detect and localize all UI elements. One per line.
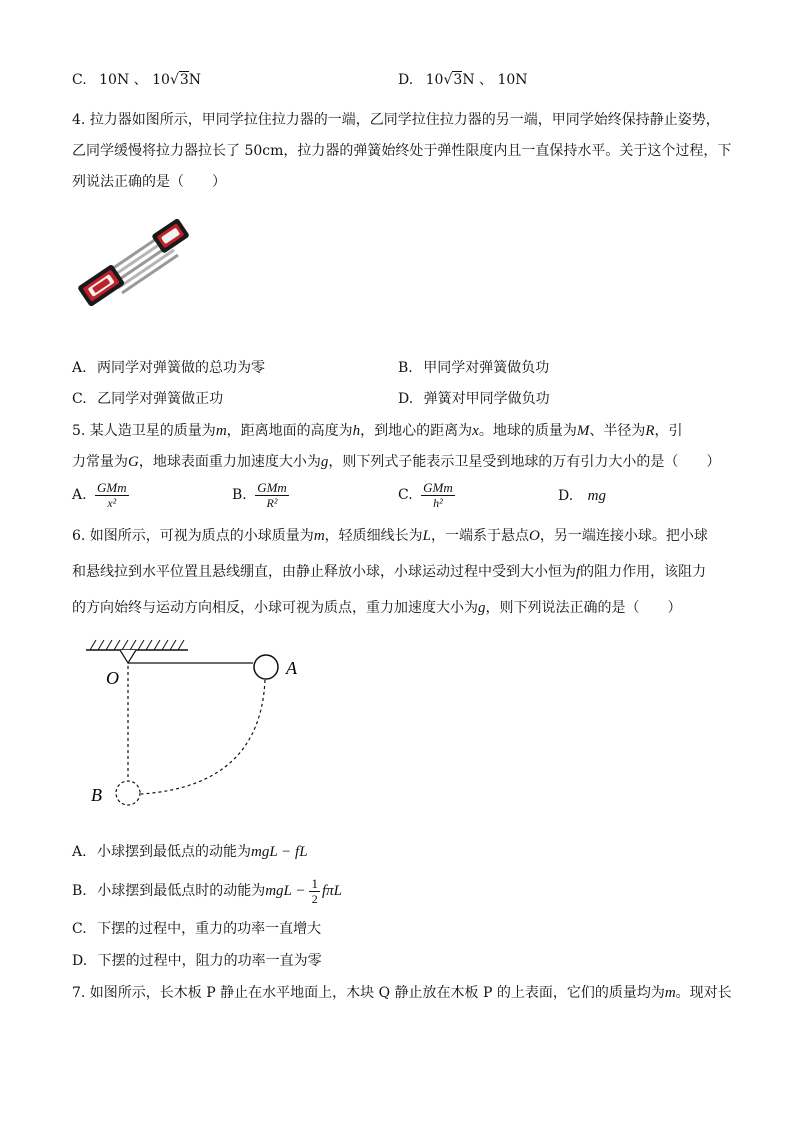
q3-option-d[interactable] xyxy=(398,70,528,90)
option-expr: mgL − xyxy=(265,883,306,899)
option-text: 两同学对弹簧做的总功为零 xyxy=(97,360,266,376)
sqrt-icon: √ xyxy=(443,72,453,88)
option-expr: fπL xyxy=(321,883,343,899)
option-value: 10N xyxy=(99,72,130,88)
q6-stem-line3 xyxy=(72,598,682,618)
text: 力常量为 xyxy=(72,454,128,470)
var-g: g xyxy=(320,454,329,470)
q5-option-a[interactable] xyxy=(72,480,129,510)
option-text: 下摆的过程中，重力的功率一直增大 xyxy=(97,921,322,937)
chest-expander-figure xyxy=(70,205,195,310)
text: 的方向始终与运动方向相反，小球可视为质点，重力加速度大小为 xyxy=(72,600,478,616)
option-label: D. xyxy=(72,953,88,969)
option-label: D. xyxy=(398,391,414,407)
numerator: GMm xyxy=(257,480,287,495)
var-R: R xyxy=(645,423,655,439)
fraction xyxy=(95,480,129,510)
text: ，一端系于悬点 xyxy=(431,528,529,544)
var-m: m xyxy=(215,423,227,439)
text: 、半径为 xyxy=(589,423,646,439)
text: 7. 如图所示，长木板 P 静止在水平地面上，木块 Q 静止放在木板 P 的上表面，它们的质量均为 xyxy=(72,985,665,1001)
q5-stem-line2 xyxy=(72,452,720,472)
option-text: 下摆的过程中，阻力的功率一直为零 xyxy=(97,953,322,969)
var-m: m xyxy=(313,528,325,544)
text: ，距离地面的高度为 xyxy=(226,423,353,439)
unit: N xyxy=(188,72,202,88)
text: ，地球表面重力加速度大小为 xyxy=(138,454,321,470)
text: 和悬线拉到水平位置且悬线绷直，由静止释放小球，小球运动过程中受到大小恒为 xyxy=(72,564,576,580)
q6-option-d[interactable] xyxy=(72,951,322,971)
separator: 、 xyxy=(133,72,148,88)
q4-stem-line3: 列说法正确的是（ ） xyxy=(72,174,226,190)
fraction xyxy=(309,876,320,906)
option-label: C. xyxy=(72,391,87,407)
q5-option-b[interactable] xyxy=(232,480,289,510)
option-expr: mgL − fL xyxy=(251,844,308,860)
separator: 、 xyxy=(479,72,494,88)
option-label: B. xyxy=(72,883,87,899)
text: 。现对长 xyxy=(675,985,732,1001)
q4-option-a[interactable] xyxy=(72,358,265,378)
q6-option-c[interactable] xyxy=(72,919,321,939)
text: ，轻质细线长为 xyxy=(324,528,423,544)
trajectory-arc xyxy=(141,680,265,794)
sqrt-icon: √ xyxy=(169,72,179,88)
text: ，另一端连接小球。把小球 xyxy=(539,528,708,544)
option-label: B. xyxy=(232,487,247,503)
q4-option-b[interactable] xyxy=(398,358,549,378)
var-x: x xyxy=(472,423,479,439)
option-text: 小球摆到最低点的动能为 xyxy=(97,844,252,860)
var-m: m xyxy=(664,985,676,1001)
coefficient: 10 xyxy=(425,72,444,88)
q3-option-c[interactable] xyxy=(72,70,201,90)
fraction xyxy=(421,480,455,510)
q6-stem-line2 xyxy=(72,562,706,582)
q4-stem-line2: 乙同学缓慢将拉力器拉长了 50cm，拉力器的弹簧始终处于弹性限度内且一直保持水平。关于这个过程，下 xyxy=(72,143,732,159)
var-O: O xyxy=(529,528,540,544)
q4-stem-line1: 4. 拉力器如图所示，甲同学拉住拉力器的一端，乙同学拉住拉力器的另一端，甲同学始终保持静止姿势， xyxy=(72,112,720,128)
numerator: GMm xyxy=(97,480,127,495)
var-g: g xyxy=(478,600,486,616)
option-label: C. xyxy=(72,921,87,937)
option-value: 10N xyxy=(497,72,528,88)
option-label: A. xyxy=(72,360,87,376)
numerator: 1 xyxy=(311,876,318,891)
radicand: 3 xyxy=(453,72,463,88)
text: ，到地心的距离为 xyxy=(360,423,473,439)
text: 的阻力作用，该阻力 xyxy=(580,564,707,580)
text: 5. 某人造卫星的质量为 xyxy=(72,423,216,439)
radicand: 3 xyxy=(179,72,189,88)
option-label: C. xyxy=(398,487,413,503)
option-label: D. xyxy=(398,72,414,88)
numerator: GMm xyxy=(423,480,453,495)
option-label: D. xyxy=(558,488,574,504)
ball-b xyxy=(116,781,140,805)
var-G: G xyxy=(128,454,139,470)
option-expr: mg xyxy=(587,488,606,504)
handle-right xyxy=(151,218,190,254)
q6-option-b[interactable] xyxy=(72,874,342,908)
option-label: B. xyxy=(398,360,413,376)
option-label: A. xyxy=(72,844,87,860)
var-f: f xyxy=(576,564,581,580)
text: ，则下列说法正确的是（ ） xyxy=(485,600,682,616)
label-a: A xyxy=(286,658,297,678)
q6-stem-line1 xyxy=(72,526,708,546)
option-text: 弹簧对甲同学做负功 xyxy=(423,391,550,407)
fraction xyxy=(255,480,289,510)
option-label: C. xyxy=(72,72,87,88)
text: ，则下列式子能表示卫星受到地球的万有引力大小的是（ ） xyxy=(328,454,721,470)
denominator: x² xyxy=(107,496,117,510)
q4-option-c[interactable] xyxy=(72,389,223,409)
ceiling-hatch xyxy=(90,640,184,650)
var-h: h xyxy=(352,423,361,439)
handle-left xyxy=(77,264,125,307)
text: ，引 xyxy=(654,423,683,439)
ball-a xyxy=(254,655,278,679)
label-o: O xyxy=(106,668,119,688)
text: 6. 如图所示，可视为质点的小球质量为 xyxy=(72,528,314,544)
q7-stem-line1 xyxy=(72,983,732,1003)
label-b: B xyxy=(91,785,102,805)
var-M: M xyxy=(576,423,590,439)
q5-option-c[interactable] xyxy=(398,480,455,510)
var-L: L xyxy=(422,528,431,544)
q5-option-d[interactable] xyxy=(558,486,606,506)
q5-stem-line1 xyxy=(72,421,683,441)
unit: N xyxy=(462,72,475,88)
text: 。地球的质量为 xyxy=(478,423,577,439)
pivot-icon xyxy=(120,650,136,663)
option-text: 小球摆到最低点时的动能为 xyxy=(97,883,266,899)
pendulum-diagram xyxy=(82,636,312,814)
q6-option-a[interactable] xyxy=(72,842,308,862)
option-text: 甲同学对弹簧做负功 xyxy=(423,360,550,376)
denominator: R² xyxy=(266,496,278,510)
coefficient: 10 xyxy=(152,72,170,88)
option-text: 乙同学对弹簧做正功 xyxy=(97,391,224,407)
denominator: h² xyxy=(433,496,443,510)
q4-option-d[interactable] xyxy=(398,389,550,409)
option-label: A. xyxy=(72,487,87,503)
denominator: 2 xyxy=(311,892,318,906)
